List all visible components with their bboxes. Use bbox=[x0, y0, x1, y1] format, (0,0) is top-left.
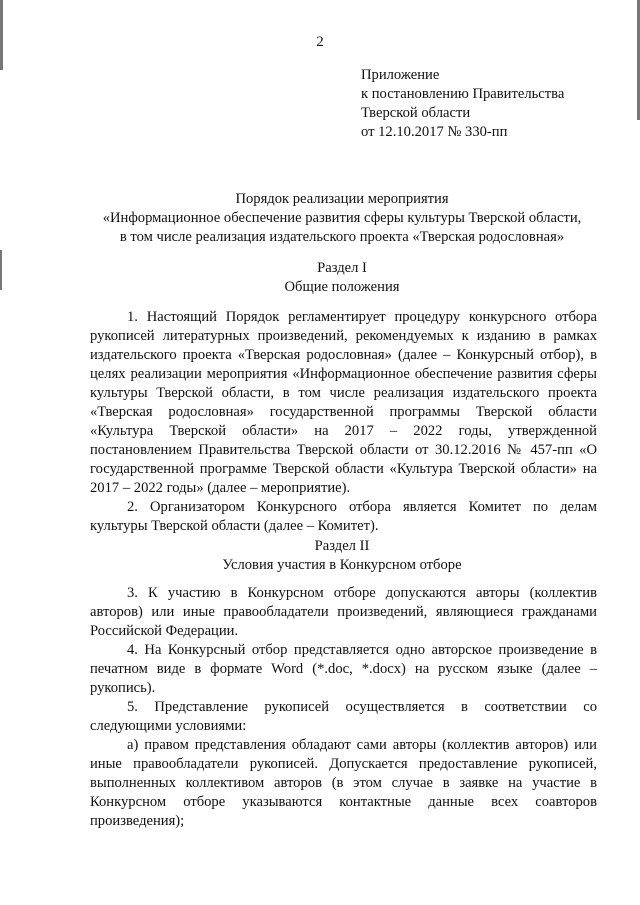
title-line: «Информационное обеспечение развития сферы культуры Тверской области, bbox=[102, 210, 582, 226]
page-number: 2 bbox=[316, 34, 324, 50]
paragraph: 5. Представление рукописей осуществляется в соответствии со следующими условиями: bbox=[90, 699, 597, 734]
section-2-body bbox=[90, 584, 597, 831]
annex-line: от 12.10.2017 № 330-пп bbox=[361, 124, 508, 140]
section-heading: Раздел II bbox=[314, 538, 370, 554]
annex-line: к постановлению Правительства bbox=[361, 86, 565, 102]
title-line: Порядок реализации мероприятия bbox=[235, 191, 449, 207]
section-2-header bbox=[72, 537, 612, 575]
paragraph: 3. К участию в Конкурсном отборе допускаются авторы (коллектив авторов) или иные правообладатели произведений, являющиеся гражданами Российской Федерации. bbox=[90, 585, 597, 639]
document-title bbox=[72, 190, 612, 247]
paragraph: 4. На Конкурсный отбор представляется одно авторское произведение в печатном виде в формате Word (*.doc, *.docx) на русском языке (далее – рукопись). bbox=[90, 642, 597, 696]
section-subheading: Общие положения bbox=[284, 279, 400, 295]
paragraph: 2. Организатором Конкурсного отбора является Комитет по делам культуры Тверской области (далее – Комитет). bbox=[90, 499, 597, 534]
section-subheading: Условия участия в Конкурсном отборе bbox=[222, 557, 462, 573]
section-1-body bbox=[90, 308, 597, 536]
title-line: в том числе реализация издательского проекта «Тверская родословная» bbox=[119, 229, 565, 245]
paragraph: 1. Настоящий Порядок регламентирует процедуру конкурсного отбора рукописей литературных произведений, рекомендуемых к изданию в рамках издательского проекта «Тверская родословная» (далее – Конкурсный отбор), в целях реализации мероприятия «Информационное обеспечение развития сферы культуры Тверской области, в том числе реализация издательского проекта «Тверская родословная» государственной программы Тверской области «Культура Тверской области» на 2017 – 2022 годы, утвержденной постановлением Правительства Тверской области от 30.12.2016 № 457-пп «О государственной программе Тверской области «Культура Тверской области» на 2017 – 2022 годы» (далее – мероприятие). bbox=[90, 309, 597, 496]
annex-line: Тверской области bbox=[361, 105, 471, 121]
scan-edge-mark bbox=[0, 250, 2, 290]
paragraph: а) правом представления обладают сами авторы (коллектив авторов) или иные правообладатели рукописей. Допускается предоставление рукописей, выполненных коллективом авторов (в этом случае в заявке на участие в Конкурсном отборе указываются контактные данные всех соавторов произведения); bbox=[90, 737, 597, 829]
annex-line: Приложение bbox=[361, 67, 440, 83]
section-1-header bbox=[72, 259, 612, 297]
annex-block bbox=[361, 66, 564, 142]
section-heading: Раздел I bbox=[317, 260, 367, 276]
